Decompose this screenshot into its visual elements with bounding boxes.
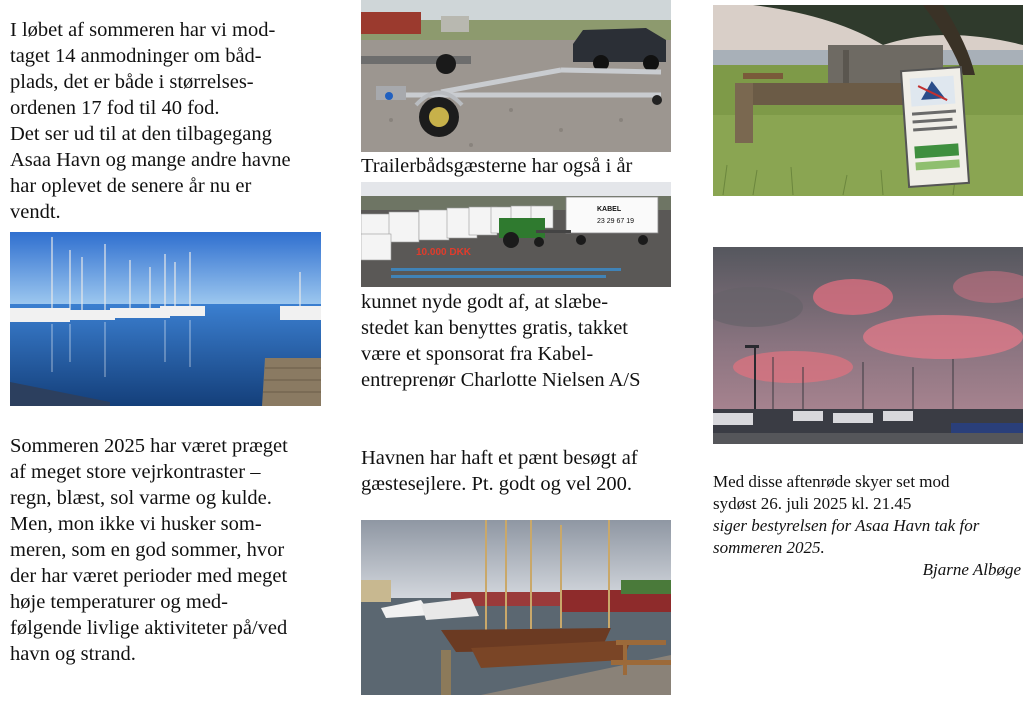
sunset-photo <box>713 247 1023 444</box>
text-line: kunnet nyde godt af, at slæbe- <box>361 291 609 313</box>
text-line: taget 14 anmodninger om båd- <box>10 45 262 67</box>
sponsor-paragraph <box>361 289 641 393</box>
text-line: af meget store vejrkontraster – <box>10 461 261 483</box>
text-line: regn, blæst, sol varme og kulde. <box>10 487 272 509</box>
text-line: Det ser ud til at den tilbagegang <box>10 123 272 145</box>
text-line: sommeren 2025. <box>713 538 825 557</box>
text-line: være et sponsorat fra Kabel- <box>361 343 594 365</box>
text-line: gæstesejlere. Pt. godt og vel 200. <box>361 473 633 495</box>
text-line: meren, som en god sommer, hvor <box>10 539 285 561</box>
text-line: siger bestyrelsen for Asaa Havn tak for <box>713 516 980 535</box>
text-line: sydøst 26. juli 2025 kl. 21.45 <box>713 494 912 513</box>
text-line: vendt. <box>10 201 61 223</box>
text-line: høje temperaturer og med- <box>10 591 229 613</box>
text-line: følgende livlige aktiviteter på/ved <box>10 617 288 639</box>
summer-paragraph <box>10 433 288 667</box>
signature: Bjarne Albøge <box>922 560 1021 579</box>
marina-photo <box>10 232 321 406</box>
sponsor-amount: 10.000 DKK <box>416 247 472 258</box>
truck-photo <box>361 182 671 287</box>
text-line: plads, det er både i størrelses- <box>10 71 254 93</box>
text-line: entreprenør Charlotte Nielsen A/S <box>361 369 641 391</box>
trailer-phone: 23 29 67 19 <box>597 218 634 225</box>
trailer-brand: KABEL <box>597 206 622 213</box>
harbour-boats-photo <box>361 520 671 695</box>
text-line: ordenen 17 fod til 40 fod. <box>10 97 220 119</box>
harbour-sign-photo <box>713 5 1023 196</box>
intro-paragraph <box>10 17 291 225</box>
text-line: Sommeren 2025 har været præget <box>10 435 288 457</box>
text-line: har oplevet de senere år nu er <box>10 175 252 197</box>
guests-paragraph <box>361 445 638 497</box>
text-line: stedet kan benyttes gratis, takket <box>361 317 628 339</box>
sunset-caption <box>713 471 979 559</box>
boat-trailer-photo <box>361 0 671 152</box>
text-line: Men, mon ikke vi husker som- <box>10 513 262 535</box>
text-line: der har været perioder med meget <box>10 565 288 587</box>
text-line: Med disse aftenrøde skyer set mod <box>713 472 950 491</box>
text-line: Asaa Havn og mange andre havne <box>10 149 291 171</box>
text-line: Havnen har haft et pænt besøgt af <box>361 447 638 469</box>
text-line: I løbet af sommeren har vi mod- <box>10 19 276 41</box>
trailer-caption: Trailerbådsgæsterne har også i år <box>361 155 633 177</box>
text-line: havn og strand. <box>10 643 136 665</box>
